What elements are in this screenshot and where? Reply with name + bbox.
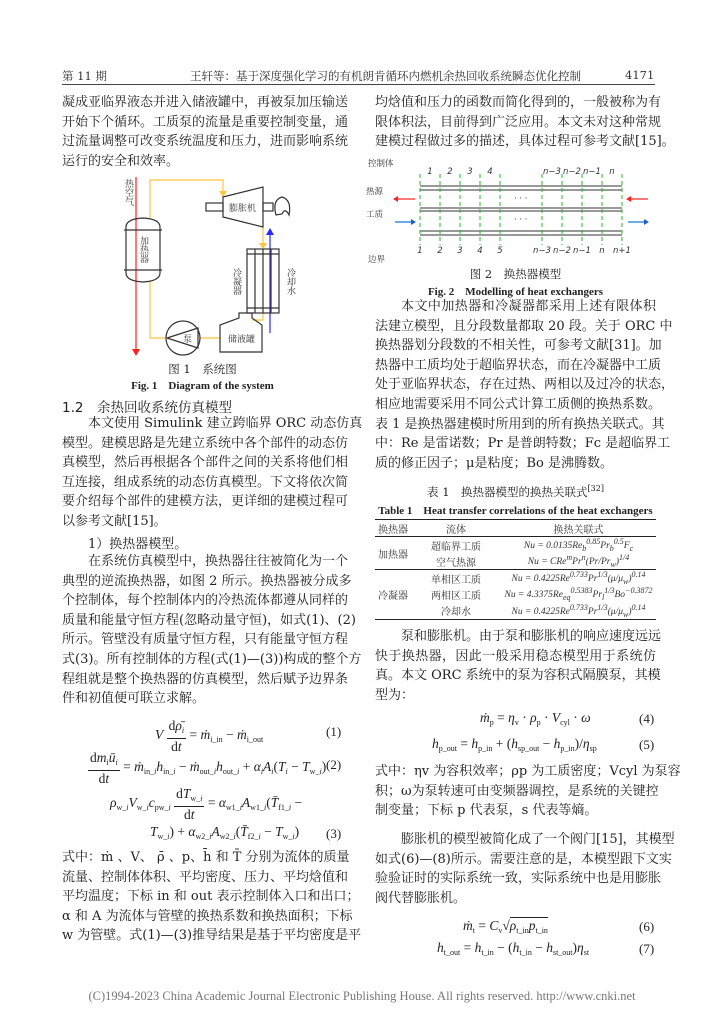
equation-7-number: (7) [639, 941, 655, 956]
text-line: 式(3)。所有控制体的方程(式(1)—(3))构成的整个方 [62, 651, 362, 667]
arrow-down-icon [259, 243, 267, 249]
text-line: 法建立模型，且分段数量都取 20 段。关于 ORC 中 [375, 318, 673, 334]
ellipsis: · · · [514, 215, 528, 225]
boundary-index: n−1 [573, 246, 591, 256]
equation-3-number: (3) [326, 826, 342, 841]
table-1-title-cn: 表 1 换热器模型的换热关联式[32] [427, 484, 604, 499]
equation-1-number: (1) [326, 724, 342, 739]
text-line: 热器中工质均处于超临界状态，而在冷凝器中工质 [375, 357, 662, 373]
hot-air-label: 热空气 [123, 179, 133, 206]
paragraph [62, 848, 362, 946]
text-line: 质的修正因子；μ是粘度；Bo 是沸腾数。 [375, 455, 613, 471]
condenser-label: 冷凝器 [231, 268, 241, 295]
text-line: 所示。管壁没有质量守恒方程，只有能量守恒方程 [62, 632, 349, 648]
boundary-index: n [599, 246, 605, 256]
control-volume-index: n [609, 167, 615, 177]
column-header: 流体 [446, 524, 466, 536]
expander-label: 膨胀机 [229, 204, 257, 214]
figure-2-caption-en: Fig. 2 Modelling of heat exchangers [427, 286, 604, 298]
paragraph [375, 762, 681, 821]
boundary-index: n−3 [533, 246, 551, 256]
fluid-cell: 单相区工质 [431, 574, 481, 586]
paragraph [375, 830, 675, 908]
control-volume-label: 控制体 [368, 159, 394, 169]
ellipsis: · · · [514, 194, 528, 204]
tank-label: 储液罐 [228, 335, 256, 345]
arrow-down-icon [132, 349, 140, 356]
column-header: 换热关联式 [553, 524, 604, 536]
boundary-index: n+1 [613, 246, 631, 256]
text-line: 件和初值便可联立求解。 [62, 691, 206, 707]
text-line: 型为： [375, 687, 415, 703]
text-line: 平均温度；下标 in 和 out 表示控制体入口和出口； [62, 889, 360, 905]
text-line: α 和 A 为流体与管壁的换热系数和换热面积；下标 [62, 908, 353, 924]
page-number: 4171 [625, 68, 655, 82]
equation-7: $h_{t\_out} = h_{t\_in} - (h_{t\_in} - h_{st\_out})\eta_{st}$ [437, 940, 590, 957]
text-line: 运行的安全和效率。 [62, 153, 180, 169]
correlation-cell: $Nu = 0.0135Re_b^{0.85}Pr_b^{0.5}F_c$ [523, 537, 634, 554]
text-line: 程组就是整个换热器的仿真模型，然后赋予边界条 [62, 671, 349, 687]
text-line: 本文中加热器和冷凝器都采用上述有限体积 [401, 299, 656, 314]
cooling-water-label: 冷却水 [285, 268, 295, 295]
figure-1-caption-cn: 图 1 系统图 [168, 362, 237, 376]
boundary-label: 边界 [368, 255, 386, 265]
text-line: 凝成亚临界液态并进入储液罐中，再被泵加压输送 [62, 95, 349, 110]
arrow-right-icon [411, 219, 416, 225]
equation-3-line-2: $T_{w\_i}$) + $\alpha_{w2\_i}A_{w2\_i}(T̄_{f2\_i} - T_{w\_i})$ [150, 824, 300, 841]
text-line: 相应地需要采用不同公式计算工质侧的换热系数。 [375, 396, 662, 412]
correlation-cell: $Nu = 4.3375Re_{eq}^{0.5383}Pr_l^{1/3}Bo^{-0.3872}$ [504, 586, 653, 603]
text-line: 快于换热器，因此一般采用稳态模型用于系统仿 [375, 648, 656, 664]
section-heading: 1.2 余热回收系统仿真模型 [62, 400, 232, 416]
subsection-heading: 1）换热器模型。 [88, 537, 188, 552]
paragraph [375, 93, 675, 152]
text-line: w 为管壁。式(1)—(3)推导结果是基于平均密度是平 [62, 928, 362, 944]
text-line: 式中：ṁ 、V、 ρ̄ 、p、h̄ 和 T̄ 分别为流体的质量 [62, 850, 350, 865]
table-1 [375, 519, 656, 620]
equation-6: ṁ$_t$ = $C_v√\rho_{t\_in}p_{t\_in}$ [463, 918, 548, 935]
boundary-index: 4 [477, 246, 483, 256]
control-volume-index: n−2 [563, 167, 581, 177]
boundary-index: 1 [417, 246, 423, 256]
boundary-index: n−2 [553, 246, 571, 256]
text-line: 式中：ηv 为容积效率；ρp 为工质密度；Vcyl 为泵容 [375, 764, 681, 779]
text-line: 质量和能量守恒方程(忽略动量守恒)，如式(1)、(2) [62, 612, 356, 628]
working-fluid-label: 工质 [366, 210, 384, 220]
exchanger-cell: 冷凝器 [378, 591, 408, 603]
text-line: 互连接，组成系统的动态仿真模型。下文将依次简 [62, 474, 349, 490]
text-line: 典型的逆流换热器，如图 2 所示。换热器被分成多 [62, 573, 352, 589]
text-line: 真。本文 ORC 系统中的泵为容积式隔膜泵，其模 [375, 668, 661, 684]
text-line: 流量、控制体体积、平均密度、压力、平均焓值和 [62, 869, 349, 885]
arrow-left-icon [626, 196, 631, 202]
text-line: 本文使用 Simulink 建立跨临界 ORC 动态仿真 [88, 416, 363, 431]
table-row [375, 586, 656, 602]
fluid-cell: 空气热源 [436, 557, 476, 569]
text-line: 表 1 是换热器建模时所用到的所有换热关联式。其 [375, 416, 665, 432]
text-line: 泵和膨胀机。由于泵和膨胀机的响应速度远远 [401, 629, 662, 644]
fluid-line-heater-pump [150, 281, 166, 338]
text-line: 建模过程做过多的描述，具体过程可参考文献[15]。 [375, 134, 675, 150]
correlation-cell: $Nu = CRe^mPr^n(Pr/Pr_w)^{1/4}$ [527, 553, 630, 570]
equation-4-number: (4) [639, 711, 655, 726]
equation-6-number: (6) [639, 919, 655, 934]
paragraph [62, 93, 349, 171]
equation-3-line-1: $\rho_{w\_i}V_{w\_i}c_{pw\_i}$ $\frac{dT_{w\_i}}{dt}$ = $\alpha_{w1\_i}A_{w1\_i}(T̄_{f1\_i}$ − [110, 786, 303, 822]
control-volume-index: 1 [427, 167, 433, 177]
control-volume-index: n−1 [583, 167, 601, 177]
text-line: 要介绍每个部件的建模方法，更详细的建模过程可 [62, 494, 349, 510]
text-line: 中：Re 是雷诺数；Pr 是普朗特数；Fc 是超临界工 [375, 436, 671, 452]
text-line: 以参考文献[15]。 [62, 513, 167, 529]
equation-2-number: (2) [326, 757, 342, 772]
heat-source-label: 热源 [366, 187, 384, 197]
table-row [375, 603, 656, 620]
boundary-index: 3 [457, 246, 463, 256]
generator-icon [275, 197, 290, 215]
text-line: 在系统仿真模型中，换热器往往被简化为一个 [88, 554, 349, 569]
text-line: 处于亚临界状态，存在过热、两相以及过冷的状态， [375, 377, 675, 393]
table-1-title-en: Table 1 Heat transfer correlations of the heat exchangers [378, 505, 653, 517]
text-line: 个控制体，每个控制体内的冷热流体都遵从同样的 [62, 593, 349, 609]
text-line: 制变量；下标 p 代表泵，s 代表等熵。 [375, 803, 598, 819]
text-line: 阀代替膨胀机。 [375, 890, 467, 906]
figure-1-system-diagram [90, 170, 340, 365]
table-row [375, 537, 656, 554]
control-volume-index: 4 [487, 167, 493, 177]
text-line: 如式(6)—(8)所示。需要注意的是，本模型跟下文实 [375, 851, 672, 867]
figure-2-caption-cn: 图 2 换热器模型 [469, 267, 562, 281]
text-line: 均焓值和压力的函数而简化得到的，一般被称为有 [375, 95, 662, 110]
pump-label: 泵 [183, 335, 193, 345]
figure-2-heat-exchanger-model [365, 155, 660, 267]
exchanger-cell: 加热器 [378, 549, 408, 561]
text-line: 积；ω为泵转速可由变频器调控，是系统的关键控 [375, 783, 659, 799]
fluid-line-heater-expander [150, 180, 223, 219]
text-line: 膨胀机的模型被简化成了一个阀门[15]，其模型 [401, 832, 675, 847]
table-row [375, 553, 656, 570]
column-header: 换热器 [378, 524, 408, 536]
paragraph [375, 627, 662, 705]
header-rule [62, 84, 655, 85]
fluid-cell: 冷却水 [441, 607, 471, 619]
text-line: 过流量调整可改变系统温度和压力，进而影响系统 [62, 134, 349, 150]
equation-5-number: (5) [639, 737, 655, 752]
text-line: 限体积法，目前得到广泛应用。本文未对这种常规 [375, 114, 662, 130]
boundary-index: 2 [437, 246, 443, 256]
copyright-footer: (C)1994-2023 China Academic Journal Electronic Publishing House. All rights reserved. http://www.cnki.net [88, 989, 636, 1003]
paragraph [62, 552, 362, 709]
arrow-up-icon [266, 228, 274, 235]
heater-label: 加热器 [138, 236, 148, 263]
fluid-cell: 超临界工质 [431, 541, 481, 553]
table-row [375, 570, 656, 587]
paragraph [375, 297, 675, 473]
text-line: 开始下个循环。工质泵的流量是重要控制变量，通 [62, 114, 349, 130]
control-volume-index: 3 [467, 167, 473, 177]
equation-4: ṁ$_p$ = $\eta_v \cdot \rho_p \cdot V_{cyl} \cdot \omega$ [480, 710, 591, 727]
equation-2: $\frac{dm_iū_i}{dt}$ = $ṁ_{in\_i}h_{in\_i}$ − $ṁ_{out\_i}h_{out\_i} + \alpha_iA_i(T_i - T_{w\_i})$ [90, 750, 327, 786]
control-volume-index: n−3 [543, 167, 561, 177]
text-line: 验验证时的实际系统一致，实际系统中也是用膨胀 [375, 871, 662, 887]
tank-shape [220, 313, 262, 352]
control-volume-index: 2 [447, 167, 453, 177]
arrow-left-icon [393, 196, 398, 202]
equation-1: V $\frac{d\rhō_i}{dt}$ = ṁ$_{i\_in}$ − ṁ$_{i\_out}$ [155, 718, 264, 754]
correlation-cell: $Nu = 0.4225Re^{0.733}Pr^{1/3}(\mu/\mu_w)^{0.14}$ [511, 570, 646, 587]
arrow-right-icon [644, 219, 649, 225]
figure-1-caption-en: Fig. 1 Diagram of the system [131, 380, 274, 392]
correlation-cell: $Nu = 0.4225Re^{0.733}Pr^{1/3}(\mu/\mu_w)^{0.14}$ [511, 602, 646, 619]
text-line: 换热器划分段数的不相关性，可参考文献[31]。加 [375, 338, 662, 354]
text-line: 真模型，然后再根据各个部件之间的关系将他们相 [62, 455, 349, 471]
running-title: 王轩等：基于深度强化学习的有机朗肯循环内燃机余热回收系统瞬态优化控制 [190, 69, 581, 83]
fluid-cell: 两相区工质 [431, 591, 481, 603]
boundary-index: 5 [497, 246, 503, 256]
text-line: 模型。建模思路是先建立系统中各个部件的动态仿 [62, 435, 349, 451]
issue-number: 第 11 期 [62, 69, 107, 83]
paragraph [62, 414, 363, 532]
equation-5: $h_{p\_out} = h_{p\_in} + (h_{sp\_out} - h_{p\_in})/\eta_{sp}$ [432, 736, 597, 753]
